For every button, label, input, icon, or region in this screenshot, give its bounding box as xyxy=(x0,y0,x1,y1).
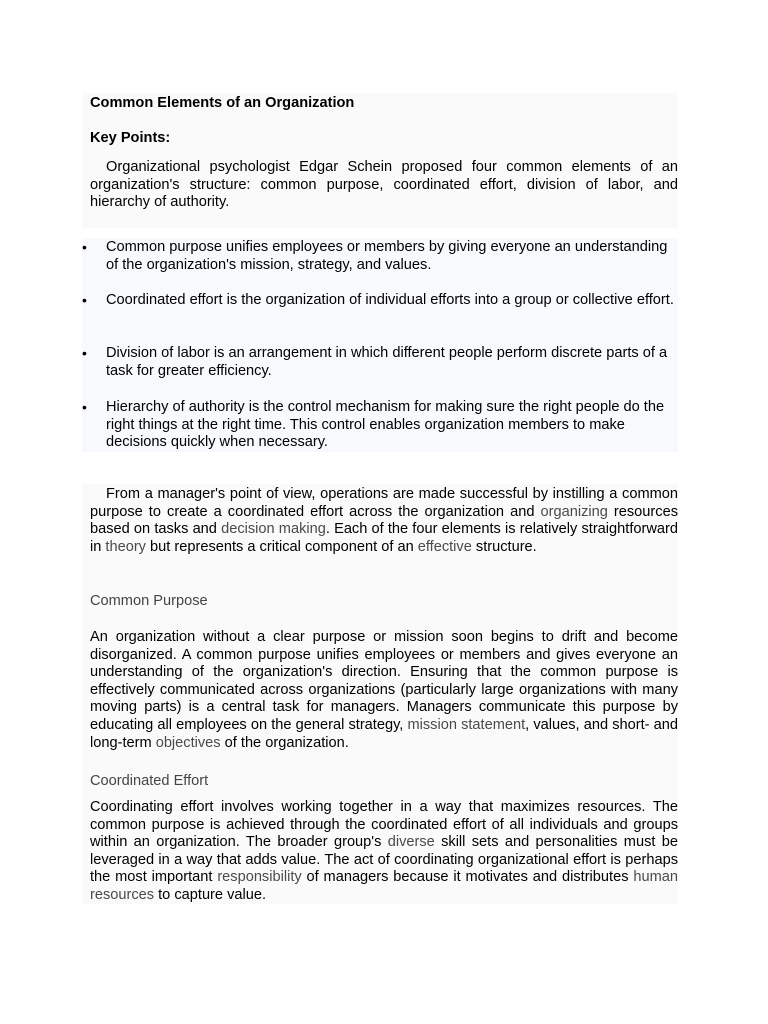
mission-statement-link[interactable]: mission statement xyxy=(407,716,526,733)
intro-paragraph: Organizational psychologist Edgar Schein proposed four common elements of an organization's structure: common purpose, coordinated effort, division of labor, and hierarchy of authority. xyxy=(90,159,678,211)
organizing-link[interactable]: organizing xyxy=(540,503,608,520)
decision-making-link[interactable]: decision making xyxy=(221,521,326,538)
text-run: skill sets and personalities must be leveraged in a way that adds value. The act of coordinating organizational effort is perhaps the most important xyxy=(90,834,678,886)
coordinated-effort-paragraph xyxy=(90,799,678,905)
text-run: Coordinating effort involves working together in a way that maximizes resources. The common purpose is achieved through the coordinated effort of all individuals and groups within an organization. The broader group's xyxy=(90,799,678,851)
text-run: to capture value. xyxy=(154,886,267,903)
manager-paragraph xyxy=(90,486,678,556)
key-points-list xyxy=(82,238,678,452)
bullet-icon: • xyxy=(82,399,87,415)
text-run: of the organization. xyxy=(220,734,349,751)
list-item-text: Hierarchy of authority is the control mechanism for making sure the right people do the right things at the right time. This control enables organization members to make decisions quickly when necessary. xyxy=(106,399,665,451)
text-run: , values, and short- and long-term xyxy=(90,716,678,751)
common-purpose-paragraph xyxy=(90,629,678,752)
bullet-icon: • xyxy=(82,239,87,255)
list-item-text: Coordinated effort is the organization of individual efforts into a group or collective effort. xyxy=(106,292,674,308)
objectives-link[interactable]: objectives xyxy=(155,734,221,751)
key-points-label: Key Points: xyxy=(90,130,171,146)
theory-link[interactable]: theory xyxy=(105,538,146,555)
responsibility-link[interactable]: responsibility xyxy=(217,869,302,886)
bullet-icon: • xyxy=(82,345,87,361)
common-purpose-heading: Common Purpose xyxy=(90,593,208,609)
text-run: . Each of the four elements is relatively straightforward in xyxy=(90,521,678,555)
intro-section xyxy=(82,93,678,228)
coordinated-effort-heading: Coordinated Effort xyxy=(90,773,209,789)
text-run: resources based on tasks and xyxy=(90,503,678,538)
effective-link[interactable]: effective xyxy=(417,538,472,555)
body-section xyxy=(82,484,678,904)
text-run: of managers because it motivates and distributes xyxy=(301,869,634,886)
document-title: Common Elements of an Organization xyxy=(90,95,355,111)
text-run: An organization without a clear purpose or mission soon begins to drift and become disorganized. A common purpose unifies employees or members and gives everyone an understanding of the organization's direction. Ensuring that the common purpose is effectively communicated across organizations (particularly large organizations with many moving parts) is a central task for managers. Managers communicate this purpose by educating all employees on the general strategy, xyxy=(90,629,678,733)
diverse-link[interactable]: diverse xyxy=(387,834,435,851)
text-run: but represents a critical component of an xyxy=(145,538,418,555)
human-resources-link[interactable]: human resources xyxy=(90,869,678,903)
list-item-text: Division of labor is an arrangement in which different people perform discrete parts of a task for greater efficiency. xyxy=(106,345,668,379)
bullet-icon: • xyxy=(82,292,87,308)
text-run: structure. xyxy=(471,538,537,555)
list-item-text: Common purpose unifies employees or members by giving everyone an understanding of the organization's mission, strategy, and values. xyxy=(106,239,668,273)
text-run: From a manager's point of view, operations are made successful by instilling a common purpose to create a coordinated effort across the organization and xyxy=(90,486,678,520)
